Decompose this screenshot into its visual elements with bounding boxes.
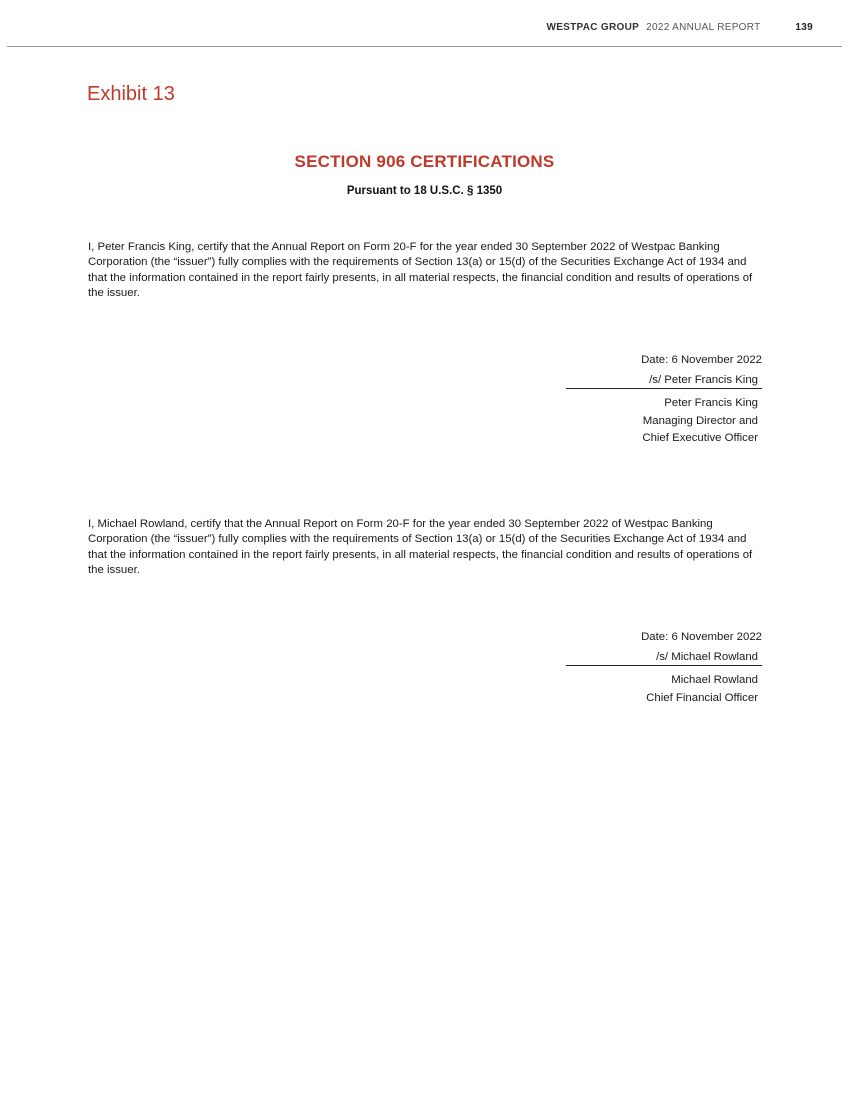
- signatory-name: Peter Francis King: [664, 397, 758, 409]
- header-org: WESTPAC GROUP: [546, 22, 640, 33]
- signature-line: /s/ Peter Francis King: [566, 373, 762, 389]
- signatory-title-line: Chief Financial Officer: [646, 691, 758, 704]
- signature-block-cfo: [566, 630, 762, 707]
- signatory-details: [566, 672, 762, 707]
- signatory-details: [566, 395, 762, 448]
- certification-text-cfo: I, Michael Rowland, certify that the Annual Report on Form 20-F for the year ended 30 September 2022 of Westpac Banking Corporation (the “issuer”) fully complies with the requirements of Section 13(a) or 15(d) of the Securities Exchange Act of 1934 and that the information contained in the report fairly presents, in all material respects, the financial condition and results of operations of the issuer.: [88, 518, 753, 577]
- signatory-name: Michael Rowland: [671, 674, 758, 686]
- signature-line: /s/ Michael Rowland: [566, 650, 762, 666]
- header-divider: [7, 46, 842, 47]
- certification-text-ceo: I, Peter Francis King, certify that the Annual Report on Form 20-F for the year ended 30 September 2022 of Westpac Banking Corporation (the “issuer”) fully complies with the requirements of Section 13(a) or 15(d) of the Securities Exchange Act of 1934 and that the information contained in the report fairly presents, in all material respects, the financial condition and results of operations of the issuer.: [88, 241, 753, 300]
- section-subtitle: Pursuant to 18 U.S.C. § 1350: [346, 185, 503, 197]
- signature-block-ceo: [566, 353, 762, 448]
- signatory-title-line: Chief Executive Officer: [642, 432, 758, 445]
- header-report-title: 2022 ANNUAL REPORT: [646, 22, 761, 33]
- page-header: [546, 22, 813, 33]
- signature-date: Date: 6 November 2022: [641, 631, 762, 643]
- signature-date: Date: 6 November 2022: [641, 354, 762, 366]
- signatory-title-line: Managing Director and: [642, 414, 758, 427]
- exhibit-title: Exhibit 13: [87, 83, 175, 105]
- page-number: 139: [795, 22, 813, 33]
- section-title: SECTION 906 CERTIFICATIONS: [294, 152, 555, 171]
